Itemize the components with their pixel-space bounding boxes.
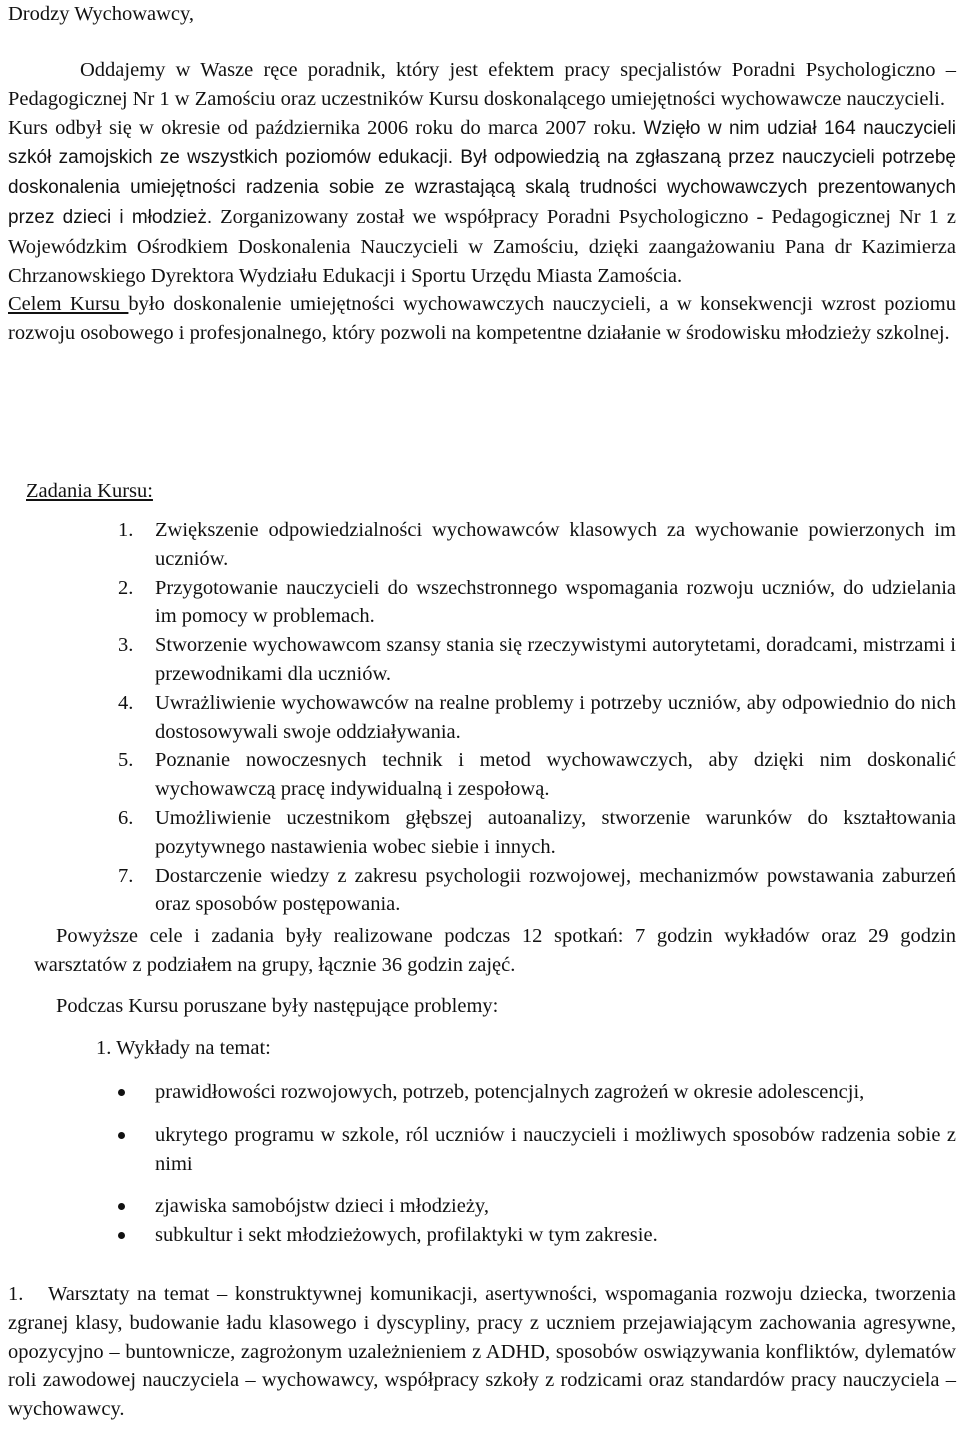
lecture-topic-item: [118, 1221, 956, 1250]
task-item: [118, 631, 956, 689]
goal-label: Celem Kursu: [8, 293, 129, 316]
bullet-icon: [118, 1132, 125, 1139]
task-number: 3.: [118, 634, 134, 657]
problems-heading: Podczas Kursu poruszane były następujące problemy:: [56, 995, 499, 1017]
task-number: 6.: [118, 806, 134, 829]
task-item: [118, 746, 956, 804]
workshops-number: 1.: [8, 1283, 24, 1305]
bullet-icon: [118, 1232, 125, 1239]
tasks-list: [118, 516, 956, 919]
intro-sentence-3: Wzięło w nim udział 164 nauczycieli szkół zamojskich ze wszystkich poziomów edukacji. Był odpowiedzią na zgłaszaną przez nauczycieli potrzebę doskonalenia umiejętności radzenia sobie ze wzrastającą skalą trudności wychowawczych prezentowanych przez dzieci i młodzież.: [8, 117, 956, 228]
task-number: 7.: [118, 864, 134, 887]
lecture-topic-text: ukrytego programu w szkole, ról uczniów i nauczycieli i możliwych sposobów radzenia sobie z nimi: [155, 1123, 956, 1175]
intro-sentence-2: Kurs odbył się w okresie od października 2006 roku do marca 2007 roku.: [8, 116, 637, 139]
goal-text: było doskonalenie umiejętności wychowawczych nauczycieli, a w konsekwencji wzrost poziomu rozwoju osobowego i profesjonalnego, który pozwoli na kompetentne działanie w środowisku młodzieży szkolnej.: [8, 293, 956, 345]
task-item: [118, 804, 956, 862]
lecture-topic-text: prawidłowości rozwojowych, potrzeb, potencjalnych zagrożeń w okresie adolescencji,: [155, 1081, 865, 1103]
workshops-list: [8, 1280, 956, 1424]
task-number: 1.: [118, 519, 134, 541]
task-text: Dostarczenie wiedzy z zakresu psychologii rozwojowej, mechanizmów powstawania zaburzeń oraz sposobów postępowania.: [155, 864, 956, 916]
intro-sentence-1: Oddajemy w Wasze ręce poradnik, który jest efektem pracy specjalistów Poradni Psychologiczno – Pedagogicznej Nr 1 w Zamościu oraz uczestników Kursu doskonalącego umiejętności wychowawcze nauczycieli.: [8, 59, 956, 110]
intro-paragraph: [8, 56, 956, 290]
task-number: 4.: [118, 691, 134, 714]
lecture-topic-text: zjawiska samobójstw dzieci i młodzieży,: [155, 1195, 489, 1218]
lecture-topic-text: subkultur i sekt młodzieżowych, profilaktyki w tym zakresie.: [155, 1224, 658, 1247]
tasks-heading: Zadania Kursu:: [26, 480, 153, 502]
task-number: 5.: [118, 749, 134, 772]
task-number: 2.: [118, 576, 134, 599]
lecture-topic-item: [118, 1078, 956, 1107]
task-text: Przygotowanie nauczycieli do wszechstronnego wspomagania rozwoju uczniów, do udzielania im pomocy w problemach.: [155, 576, 956, 628]
task-text: Zwiększenie odpowiedzialności wychowawców klasowych za wychowanie powierzonych im uczniów.: [155, 519, 956, 570]
intro-sentence-4: Zorganizowany został we współpracy Poradni Psychologiczno - Pedagogicznej Nr 1 z Wojewódzkim Ośrodkiem Doskonalenia Nauczycieli w Zamościu, dzięki zaangażowaniu Pana dr Kazimierza Chrzanowskiego Dyrektora Wydziału Edukacji i Sportu Urzędu Miasta Zamościa.: [8, 205, 957, 287]
task-item: [118, 862, 956, 920]
intro-section: [8, 56, 956, 348]
bullet-icon: [118, 1089, 125, 1096]
task-item: [118, 574, 956, 632]
task-text: Poznanie nowoczesnych technik i metod wychowawczych, aby dzięki nim doskonalić wychowawczą pracę indywidualną i zespołową.: [155, 749, 956, 801]
lecture-topic-item: [118, 1121, 956, 1179]
greeting: Drodzy Wychowawcy,: [8, 3, 195, 25]
workshops-item: [8, 1280, 956, 1424]
summary-paragraph: Powyższe cele i zadania były realizowane podczas 12 spotkań: 7 godzin wykładów oraz 29 godzin warsztatów z podziałem na grupy, łącznie 36 godzin zajęć.: [34, 925, 956, 976]
task-text: Umożliwienie uczestnikom głębszej autoanalizy, stworzenie warunków do kształtowania pozytywnego nastawienia wobec siebie i innych.: [155, 806, 956, 858]
task-text: Stworzenie wychowawcom szansy stania się rzeczywistymi autorytetami, doradcami, mistrzami i przewodnikami dla uczniów.: [155, 634, 956, 685]
bullet-icon: [118, 1203, 125, 1210]
lecture-topics-list: [118, 1078, 956, 1250]
task-text: Uwrażliwienie wychowawców na realne problemy i potrzeby uczniów, aby odpowiednio do nich dostosowywali swoje oddziaływania.: [155, 691, 956, 743]
task-item: [118, 689, 956, 747]
lecture-topic-item: [118, 1192, 956, 1221]
workshops-text: Warsztaty na temat – konstruktywnej komunikacji, asertywności, wspomagania rozwoju dziecka, tworzenia zgranej klasy, budowanie ładu klasowego i dyscypliny, pracy z uczniem przejawiającym zachowania agresywne, opozycyjno – buntownicze, zagrożonym uzależnieniem z ADHD, sposobów oswiązywania konfliktów, dylematów roli zawodowej nauczyciela – wychowawcy, współpracy szkoły z rodzicami oraz standardów pracy nauczyciela – wychowawcy.: [8, 1283, 956, 1421]
lectures-heading: 1. Wykłady na temat:: [96, 1037, 271, 1059]
task-item: [118, 516, 956, 574]
goal-paragraph: [8, 290, 956, 348]
